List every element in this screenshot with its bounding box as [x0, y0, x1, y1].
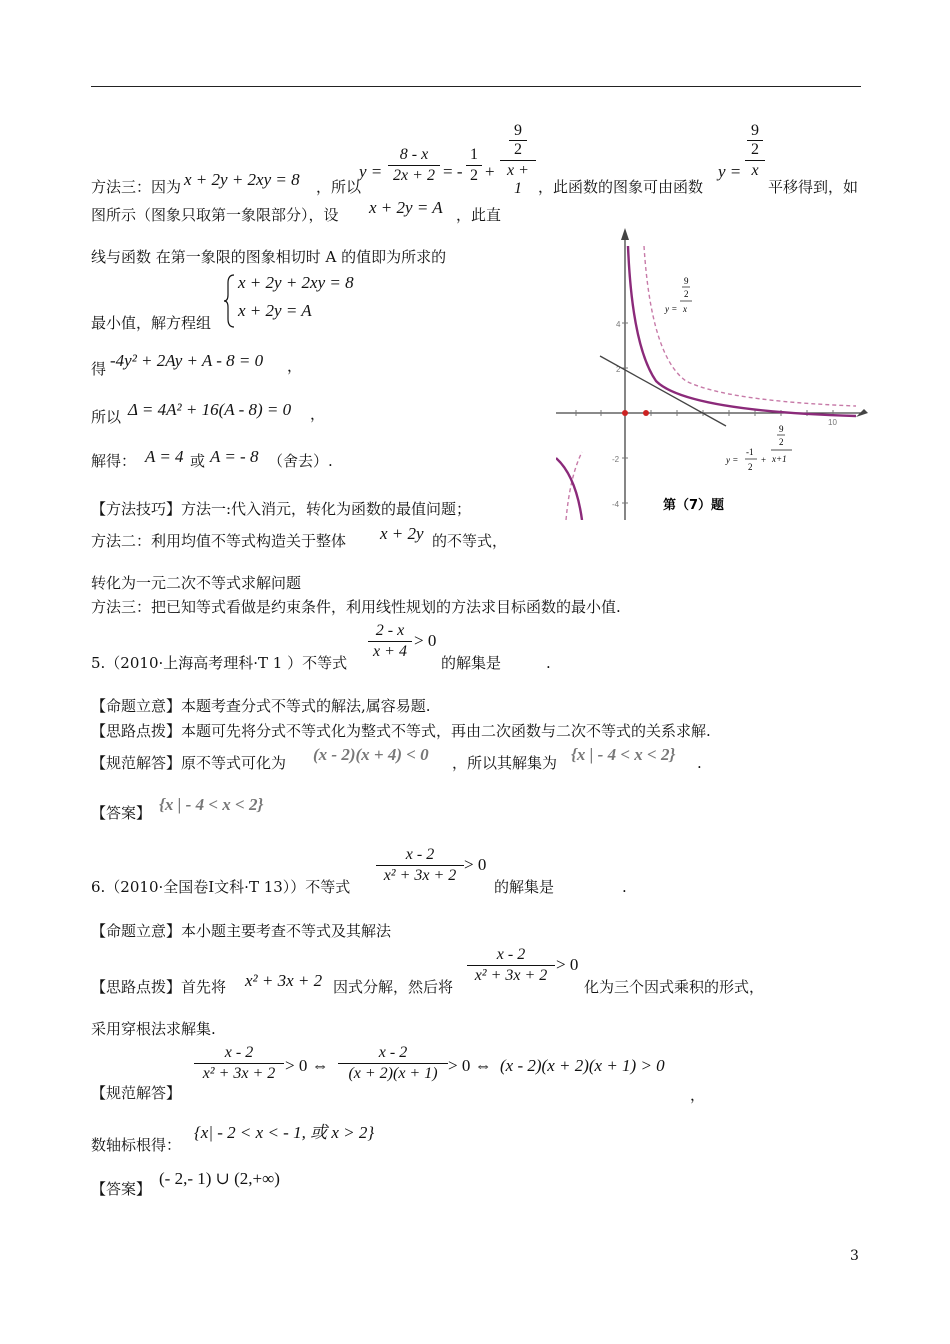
eq-constraint: x + 2y + 2xy = 8	[184, 170, 300, 189]
q5-intent: 【命题立意】本题考查分式不等式的解法,属容易题.	[91, 697, 431, 715]
eq-x2y-A: x + 2y = A	[369, 198, 443, 217]
q6-sol-iff1: > 0 ⇔	[285, 1056, 329, 1075]
q6-axis-set: {x| - 2 < x < - 1, 或 x > 2}	[194, 1123, 375, 1142]
q6-sol-product: (x - 2)(x + 2)(x + 1) > 0	[500, 1056, 665, 1075]
system-brace	[224, 273, 236, 329]
solid-curve-left	[556, 458, 582, 520]
fraction-9-2-over-x: 9 2 x	[745, 122, 765, 180]
tip-method3: 方法三：把已知等式看做是约束条件，利用线性规划的方法求目标函数的最小值.	[91, 598, 621, 616]
q5-sol-label: 【规范解答】原不等式可化为	[91, 754, 287, 772]
q5-sol-eq1: (x - 2)(x + 4) < 0	[313, 745, 429, 764]
system-eq2: x + 2y = A	[238, 301, 312, 320]
graph-caption: 第（7）题	[663, 498, 725, 513]
quadratic-eq: -4y² + 2Ay + A - 8 = 0	[110, 351, 264, 370]
q5-hint: 【思路点拨】本题可先将分式不等式化为整式不等式，再由二次函数与二次不等式的关系求解.	[91, 722, 711, 740]
q5-answer-label: 【答案】	[91, 804, 152, 822]
q5-gt: > 0	[414, 631, 437, 650]
q6-sol-fraction1: x - 2 x² + 3x + 2	[194, 1044, 284, 1083]
q6-sol-iff2: > 0 ⇔	[448, 1056, 492, 1075]
line5-comma: ，	[287, 357, 303, 375]
q6-sol-comma: ，	[690, 1086, 706, 1104]
line6-label: 所以	[91, 408, 122, 426]
tick-4: 4	[616, 320, 621, 329]
q6-axis-label: 数轴标根得：	[91, 1136, 182, 1154]
tip-method2-tail: 的不等式，	[432, 532, 508, 550]
label-bot-9: 9	[779, 424, 784, 434]
q6-hint2: 采用穿根法求解集.	[91, 1020, 216, 1038]
label-top-y: y =	[665, 304, 678, 314]
page-number: 3	[850, 1248, 859, 1264]
q5-sol-end: .	[697, 754, 702, 772]
fraction-9-2-over-x1: 9 2 x + 1	[500, 122, 536, 198]
label-bot-2b: 2	[779, 437, 784, 447]
label-bot-x1: x+1	[772, 454, 787, 464]
fraction-8-x: 8 - x 2x + 2	[388, 146, 440, 185]
method3-prefix: 方法三：因为	[91, 178, 182, 196]
q5-sol-mid: ，所以其解集为	[452, 754, 558, 772]
line3-text: 线与函数 在第一象限的图象相切时 A 的值即为所求的	[91, 248, 447, 266]
discard-text: （舍去）.	[268, 452, 333, 470]
line5-label: 得	[91, 360, 107, 378]
label-bot-plus: +	[761, 455, 767, 465]
tick-2: 2	[616, 365, 621, 374]
q6-tail: 的解集是	[494, 878, 555, 896]
q6-intent: 【命题立意】本小题主要考查不等式及其解法	[91, 922, 392, 940]
label-bot-2: 2	[748, 462, 753, 472]
label-top-2: 2	[684, 289, 689, 299]
fraction-half: 1 2	[466, 146, 482, 185]
y-equals-2: y =	[718, 162, 742, 181]
tip-method1: 【方法技巧】方法一:代入消元，转化为函数的最值问题；	[91, 500, 472, 518]
tip-convert: 转化为一元二次不等式求解问题	[91, 574, 302, 592]
line6-comma: ，	[310, 405, 326, 423]
tail-text: 平移得到，如	[768, 178, 859, 196]
q6-hint-poly: x² + 3x + 2	[245, 971, 323, 990]
tip-x2y: x + 2y	[380, 524, 424, 543]
q5-fraction: 2 - x x + 4	[368, 622, 412, 661]
solution-A4: A = 4	[145, 447, 184, 466]
eq-neg: = -	[443, 162, 463, 181]
q6-hint-mid: 因式分解，然后将	[333, 978, 454, 996]
q6-hint-tail: 化为三个因式乘积的形式，	[584, 978, 765, 996]
q6-answer-label: 【答案】	[91, 1180, 152, 1198]
tick-neg4: -4	[612, 500, 620, 509]
q6-blank-end: .	[622, 878, 627, 896]
plus-sign: +	[485, 162, 495, 181]
line2-text: 图所示（图象只取第一象限部分），设	[91, 206, 339, 224]
label-top-9: 9	[684, 276, 689, 286]
mid-text: ，此函数的图象可由函数	[538, 178, 704, 196]
q6-hint-fraction: x - 2 x² + 3x + 2	[467, 946, 555, 985]
q6-sol-fraction2: x - 2 (x + 2)(x + 1)	[338, 1044, 448, 1083]
tick-10: 10	[828, 418, 837, 427]
q6-hint-gt: > 0	[556, 955, 579, 974]
origin-dot	[622, 410, 628, 416]
label-bot-neg1: -1	[746, 447, 754, 457]
so-text: ，所以	[316, 178, 362, 196]
tip-method2: 方法二：利用均值不等式构造关于整体	[91, 532, 347, 550]
y-equals: y =	[359, 162, 383, 181]
or-text: 或	[190, 452, 206, 470]
q6-hint-label: 【思路点拨】首先将	[91, 978, 227, 996]
solution-A-8: A = - 8	[210, 447, 259, 466]
q6-head: 6.（2010·全国卷Ⅰ文科·T 13））不等式	[91, 878, 351, 896]
q6-answer: (- 2,- 1) ∪ (2,+∞)	[159, 1169, 280, 1188]
dashed-curve	[644, 246, 856, 406]
point-dot	[643, 410, 649, 416]
q6-sol-label: 【规范解答】	[91, 1084, 182, 1102]
tick-neg2: -2	[612, 455, 620, 464]
label-bot-y: y =	[726, 455, 739, 465]
q5-tail: 的解集是	[441, 654, 502, 672]
system-eq1: x + 2y + 2xy = 8	[238, 273, 354, 292]
label-top-x: x	[683, 304, 687, 314]
q5-answer: {x | - 4 < x < 2}	[159, 795, 264, 814]
header-rule	[91, 86, 861, 87]
line7-label: 解得：	[91, 452, 137, 470]
q6-gt: > 0	[464, 855, 487, 874]
discriminant-eq: Δ = 4A² + 16(A - 8) = 0	[128, 400, 292, 419]
line2-tail: ，此直	[456, 206, 502, 224]
q5-head: 5.（2010·上海高考理科·T 1 ）不等式	[91, 654, 348, 672]
q5-sol-eq2: {x | - 4 < x < 2}	[571, 745, 676, 764]
q5-blank-end: .	[546, 654, 551, 672]
q6-fraction: x - 2 x² + 3x + 2	[376, 846, 464, 885]
line4-text: 最小值，解方程组	[91, 314, 212, 332]
tangent-line	[600, 356, 726, 426]
function-graph	[556, 226, 868, 520]
